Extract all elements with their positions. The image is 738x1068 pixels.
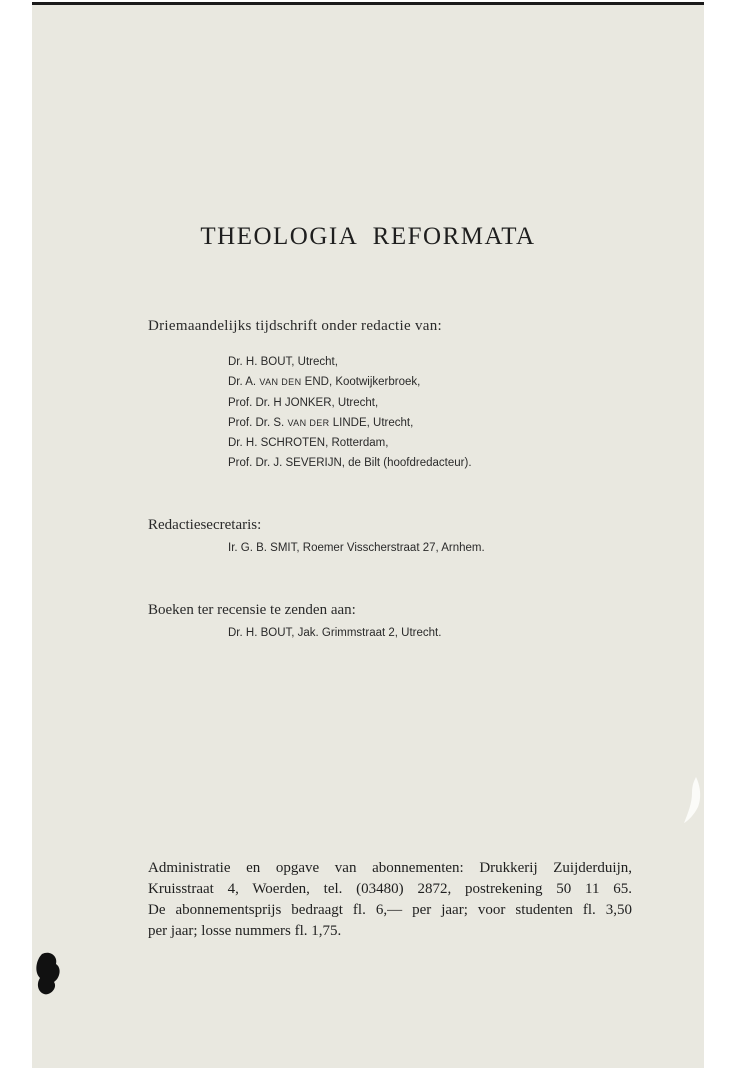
paper-tear [682, 775, 702, 825]
ink-blot [34, 950, 64, 1000]
editor-line: Dr. H. SCHROTEN, Rotterdam, [228, 437, 389, 450]
editor-line: Prof. Dr. S. VAN DER LINDE, Utrecht, [228, 416, 414, 429]
journal-page [32, 2, 704, 1068]
journal-title: THEOLOGIA REFORMATA [200, 223, 536, 250]
administration-line: Kruisstraat 4, Woerden, tel. (03480) 2872, postrekening 50 11 65. [148, 881, 632, 897]
editor-line: Dr. A. VAN DEN END, Kootwijkerbroek, [228, 376, 421, 389]
editor-list [228, 352, 472, 474]
editorial-intro: Driemaandelijks tijdschrift onder redactie van: [148, 318, 442, 334]
secretary-address: Ir. G. B. SMIT, Roemer Visscherstraat 27, Arnhem. [228, 542, 485, 554]
administration-line: per jaar; losse nummers fl. 1,75. [148, 923, 342, 939]
administration-line: De abonnementsprijs bedraagt fl. 6,— per jaar; voor studenten fl. 3,50 [148, 902, 632, 918]
books-address: Dr. H. BOUT, Jak. Grimmstraat 2, Utrecht. [228, 627, 442, 639]
administration-line: Administratie en opgave van abonnementen: Drukkerij Zuijderduijn, [148, 860, 632, 876]
secretary-label: Redactiesecretaris: [148, 517, 262, 533]
editor-line: Prof. Dr. H JONKER, Utrecht, [228, 396, 379, 409]
administration-notice [148, 858, 632, 942]
editor-line: Prof. Dr. J. SEVERIJN, de Bilt (hoofdredacteur). [228, 457, 472, 470]
books-label: Boeken ter recensie te zenden aan: [148, 602, 356, 618]
editor-line: Dr. H. BOUT, Utrecht, [228, 356, 338, 368]
